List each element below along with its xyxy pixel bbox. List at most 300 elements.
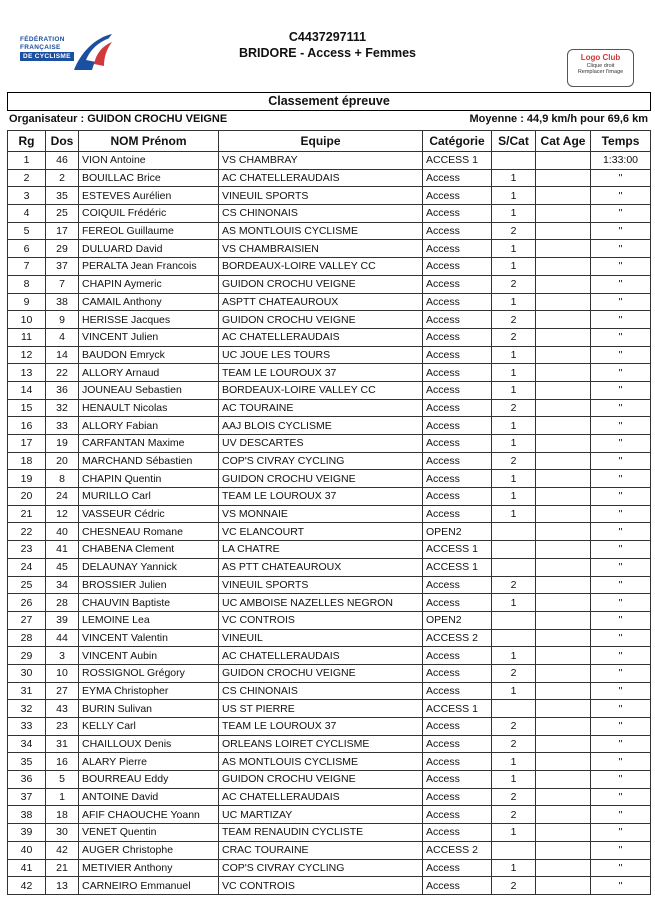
cell-age-category [536, 275, 591, 293]
cell-rank: 14 [8, 381, 46, 399]
cell-rank: 33 [8, 718, 46, 736]
cell-time: " [591, 399, 651, 417]
cell-bib: 37 [46, 258, 79, 276]
cell-rank: 21 [8, 505, 46, 523]
cell-time: " [591, 258, 651, 276]
cell-subcategory: 2 [492, 452, 536, 470]
cell-team: VC CONTROIS [219, 611, 423, 629]
cell-subcategory: 1 [492, 470, 536, 488]
cell-subcategory: 1 [492, 169, 536, 187]
table-row [8, 169, 651, 187]
table-row [8, 664, 651, 682]
cell-rank: 31 [8, 682, 46, 700]
cell-subcategory [492, 629, 536, 647]
cell-age-category [536, 594, 591, 612]
cell-bib: 29 [46, 240, 79, 258]
cell-rank: 16 [8, 417, 46, 435]
cell-rank: 39 [8, 824, 46, 842]
cell-bib: 16 [46, 753, 79, 771]
cell-bib: 33 [46, 417, 79, 435]
cell-name: BOUILLAC Brice [79, 169, 219, 187]
cell-team: VINEUIL [219, 629, 423, 647]
cell-name: CHAILLOUX Denis [79, 735, 219, 753]
table-row [8, 381, 651, 399]
cell-bib: 12 [46, 505, 79, 523]
table-row [8, 523, 651, 541]
cell-bib: 1 [46, 788, 79, 806]
cell-bib: 32 [46, 399, 79, 417]
cell-category: ACCESS 2 [423, 629, 492, 647]
cell-rank: 1 [8, 152, 46, 170]
cell-bib: 21 [46, 859, 79, 877]
cell-category: Access [423, 735, 492, 753]
cell-rank: 32 [8, 700, 46, 718]
cell-name: VINCENT Aubin [79, 647, 219, 665]
col-header-name: NOM Prénom [79, 131, 219, 152]
cell-rank: 15 [8, 399, 46, 417]
cell-time: " [591, 328, 651, 346]
cell-time: " [591, 877, 651, 895]
cell-category: Access [423, 205, 492, 223]
cell-age-category [536, 399, 591, 417]
cell-team: VINEUIL SPORTS [219, 576, 423, 594]
cell-category: Access [423, 169, 492, 187]
cell-time: " [591, 735, 651, 753]
cell-category: Access [423, 222, 492, 240]
cell-category: Access [423, 399, 492, 417]
table-row [8, 611, 651, 629]
cell-name: DELAUNAY Yannick [79, 558, 219, 576]
cell-subcategory: 2 [492, 311, 536, 329]
table-row [8, 558, 651, 576]
cell-subcategory: 2 [492, 328, 536, 346]
cell-bib: 42 [46, 841, 79, 859]
cell-name: ALLORY Fabian [79, 417, 219, 435]
race-code: C4437297111 [288, 30, 367, 44]
cell-name: ROSSIGNOL Grégory [79, 664, 219, 682]
cell-age-category [536, 753, 591, 771]
cell-category: Access [423, 435, 492, 453]
cell-team: AC CHATELLERAUDAIS [219, 169, 423, 187]
cell-category: Access [423, 682, 492, 700]
cell-rank: 23 [8, 541, 46, 559]
cell-name: VASSEUR Cédric [79, 505, 219, 523]
cell-team: GUIDON CROCHU VEIGNE [219, 664, 423, 682]
cell-subcategory: 2 [492, 222, 536, 240]
cell-category: Access [423, 859, 492, 877]
cell-rank: 36 [8, 771, 46, 789]
cell-team: AC CHATELLERAUDAIS [219, 647, 423, 665]
cell-category: Access [423, 364, 492, 382]
club-logo-hint1: Clique droit [586, 63, 615, 69]
cell-name: MURILLO Carl [79, 488, 219, 506]
table-row [8, 700, 651, 718]
table-row [8, 152, 651, 170]
cell-category: Access [423, 381, 492, 399]
cell-bib: 27 [46, 682, 79, 700]
cell-rank: 34 [8, 735, 46, 753]
cell-age-category [536, 523, 591, 541]
cell-rank: 6 [8, 240, 46, 258]
cell-name: VINCENT Valentin [79, 629, 219, 647]
cell-rank: 5 [8, 222, 46, 240]
cell-subcategory: 1 [492, 205, 536, 223]
cell-rank: 30 [8, 664, 46, 682]
cell-category: Access [423, 275, 492, 293]
cell-name: CARNEIRO Emmanuel [79, 877, 219, 895]
cell-category: ACCESS 1 [423, 700, 492, 718]
cell-category: Access [423, 346, 492, 364]
cell-time: " [591, 417, 651, 435]
cell-subcategory: 1 [492, 240, 536, 258]
cell-team: GUIDON CROCHU VEIGNE [219, 275, 423, 293]
table-row [8, 505, 651, 523]
cell-team: CRAC TOURAINE [219, 841, 423, 859]
cell-time: " [591, 576, 651, 594]
cell-team: UC AMBOISE NAZELLES NEGRON [219, 594, 423, 612]
cell-name: CHESNEAU Romane [79, 523, 219, 541]
cell-subcategory: 1 [492, 682, 536, 700]
cell-name: CARFANTAN Maxime [79, 435, 219, 453]
cell-team: AAJ BLOIS CYCLISME [219, 417, 423, 435]
cell-subcategory: 2 [492, 399, 536, 417]
cell-time: " [591, 488, 651, 506]
cell-time: " [591, 629, 651, 647]
cell-time: " [591, 505, 651, 523]
cell-age-category [536, 771, 591, 789]
cell-subcategory: 1 [492, 417, 536, 435]
cell-category: Access [423, 311, 492, 329]
table-row [8, 311, 651, 329]
table-row [8, 328, 651, 346]
cell-time: " [591, 664, 651, 682]
table-row [8, 293, 651, 311]
cell-subcategory: 2 [492, 806, 536, 824]
cell-rank: 25 [8, 576, 46, 594]
average-speed: Moyenne : 44,9 km/h pour 69,6 km [469, 113, 648, 125]
cell-team: TEAM LE LOUROUX 37 [219, 364, 423, 382]
cell-bib: 44 [46, 629, 79, 647]
cell-name: VINCENT Julien [79, 328, 219, 346]
cell-age-category [536, 240, 591, 258]
table-row [8, 346, 651, 364]
cell-subcategory [492, 611, 536, 629]
cell-rank: 17 [8, 435, 46, 453]
cell-subcategory: 1 [492, 258, 536, 276]
cell-name: CHAUVIN Baptiste [79, 594, 219, 612]
cell-age-category [536, 293, 591, 311]
cell-bib: 14 [46, 346, 79, 364]
cell-bib: 43 [46, 700, 79, 718]
cell-subcategory: 1 [492, 346, 536, 364]
table-row [8, 594, 651, 612]
cell-rank: 8 [8, 275, 46, 293]
cell-rank: 24 [8, 558, 46, 576]
cell-rank: 11 [8, 328, 46, 346]
cell-team: LA CHATRE [219, 541, 423, 559]
cell-name: BOURREAU Eddy [79, 771, 219, 789]
federation-logo-line1: FÉDÉRATION [20, 36, 65, 43]
cell-name: FEREOL Guillaume [79, 222, 219, 240]
table-row [8, 806, 651, 824]
cell-time: " [591, 523, 651, 541]
cell-rank: 12 [8, 346, 46, 364]
cell-name: MARCHAND Sébastien [79, 452, 219, 470]
cell-rank: 26 [8, 594, 46, 612]
col-header-category: Catégorie [423, 131, 492, 152]
cell-age-category [536, 346, 591, 364]
table-row [8, 771, 651, 789]
cell-time: " [591, 841, 651, 859]
table-row [8, 841, 651, 859]
cell-rank: 42 [8, 877, 46, 895]
cell-age-category [536, 328, 591, 346]
cell-subcategory: 1 [492, 647, 536, 665]
table-row [8, 240, 651, 258]
cell-bib: 25 [46, 205, 79, 223]
cell-subcategory: 1 [492, 594, 536, 612]
cell-age-category [536, 664, 591, 682]
cell-age-category [536, 488, 591, 506]
cell-time: " [591, 381, 651, 399]
cell-team: VC ELANCOURT [219, 523, 423, 541]
cell-bib: 40 [46, 523, 79, 541]
cell-time: " [591, 594, 651, 612]
cell-rank: 22 [8, 523, 46, 541]
cell-subcategory: 1 [492, 859, 536, 877]
cell-rank: 35 [8, 753, 46, 771]
cell-rank: 20 [8, 488, 46, 506]
cell-name: EYMA Christopher [79, 682, 219, 700]
table-row [8, 824, 651, 842]
cell-subcategory: 2 [492, 576, 536, 594]
cell-time: " [591, 700, 651, 718]
cell-bib: 9 [46, 311, 79, 329]
cell-team: BORDEAUX-LOIRE VALLEY CC [219, 381, 423, 399]
cell-category: OPEN2 [423, 611, 492, 629]
cell-time: " [591, 311, 651, 329]
cell-name: ALARY Pierre [79, 753, 219, 771]
cell-time: " [591, 611, 651, 629]
cell-team: AC CHATELLERAUDAIS [219, 788, 423, 806]
cell-category: OPEN2 [423, 523, 492, 541]
cell-name: COIQUIL Frédéric [79, 205, 219, 223]
cell-time: " [591, 558, 651, 576]
table-row [8, 470, 651, 488]
cell-rank: 37 [8, 788, 46, 806]
section-title: Classement épreuve [7, 92, 651, 111]
cell-category: ACCESS 1 [423, 541, 492, 559]
cell-time: " [591, 771, 651, 789]
cell-time: " [591, 205, 651, 223]
cell-name: DULUARD David [79, 240, 219, 258]
cell-time: 1:33:00 [591, 152, 651, 170]
cell-team: VINEUIL SPORTS [219, 187, 423, 205]
cell-age-category [536, 841, 591, 859]
cell-rank: 40 [8, 841, 46, 859]
col-header-rank: Rg [8, 131, 46, 152]
cell-bib: 30 [46, 824, 79, 842]
cell-bib: 18 [46, 806, 79, 824]
club-logo-title: Logo Club [580, 53, 621, 62]
table-row [8, 488, 651, 506]
cell-bib: 41 [46, 541, 79, 559]
cell-team: AC CHATELLERAUDAIS [219, 328, 423, 346]
cell-age-category [536, 877, 591, 895]
cell-bib: 10 [46, 664, 79, 682]
cell-category: Access [423, 488, 492, 506]
cell-time: " [591, 346, 651, 364]
cell-category: ACCESS 1 [423, 152, 492, 170]
cell-team: AS MONTLOUIS CYCLISME [219, 753, 423, 771]
cell-bib: 5 [46, 771, 79, 789]
cell-age-category [536, 576, 591, 594]
cell-team: AS PTT CHATEAUROUX [219, 558, 423, 576]
cell-name: VION Antoine [79, 152, 219, 170]
cell-category: ACCESS 1 [423, 558, 492, 576]
cell-category: Access [423, 753, 492, 771]
cell-category: Access [423, 594, 492, 612]
race-title: BRIDORE - Access + Femmes [238, 46, 417, 60]
cell-category: Access [423, 576, 492, 594]
cell-subcategory: 1 [492, 435, 536, 453]
cell-time: " [591, 364, 651, 382]
cell-bib: 19 [46, 435, 79, 453]
cell-subcategory [492, 523, 536, 541]
cell-rank: 38 [8, 806, 46, 824]
cell-bib: 4 [46, 328, 79, 346]
cell-name: KELLY Carl [79, 718, 219, 736]
cell-time: " [591, 452, 651, 470]
cell-rank: 4 [8, 205, 46, 223]
cell-category: Access [423, 877, 492, 895]
cell-age-category [536, 558, 591, 576]
cell-age-category [536, 417, 591, 435]
cell-age-category [536, 806, 591, 824]
cell-rank: 29 [8, 647, 46, 665]
cell-bib: 24 [46, 488, 79, 506]
table-row [8, 187, 651, 205]
cell-team: TEAM RENAUDIN CYCLISTE [219, 824, 423, 842]
cell-time: " [591, 806, 651, 824]
table-row [8, 859, 651, 877]
cell-time: " [591, 753, 651, 771]
cell-time: " [591, 647, 651, 665]
cell-team: AS MONTLOUIS CYCLISME [219, 222, 423, 240]
cell-age-category [536, 859, 591, 877]
table-row [8, 435, 651, 453]
cell-team: VS CHAMBRAISIEN [219, 240, 423, 258]
cell-name: BURIN Sulivan [79, 700, 219, 718]
cell-rank: 2 [8, 169, 46, 187]
federation-logo-line2: FRANÇAISE [20, 44, 61, 51]
table-header-row [8, 131, 651, 152]
table-row [8, 753, 651, 771]
cell-rank: 10 [8, 311, 46, 329]
cell-bib: 20 [46, 452, 79, 470]
cell-rank: 27 [8, 611, 46, 629]
cell-category: Access [423, 240, 492, 258]
cell-rank: 9 [8, 293, 46, 311]
cell-subcategory: 1 [492, 293, 536, 311]
cell-name: HENAULT Nicolas [79, 399, 219, 417]
organizer: Organisateur : GUIDON CROCHU VEIGNE [9, 113, 228, 125]
cell-name: BROSSIER Julien [79, 576, 219, 594]
table-row [8, 417, 651, 435]
cell-team: UV DESCARTES [219, 435, 423, 453]
cell-age-category [536, 611, 591, 629]
table-row [8, 222, 651, 240]
cell-time: " [591, 169, 651, 187]
cell-age-category [536, 311, 591, 329]
cell-subcategory: 1 [492, 381, 536, 399]
cell-rank: 3 [8, 187, 46, 205]
col-header-bib: Dos [46, 131, 79, 152]
cell-subcategory: 2 [492, 275, 536, 293]
table-row [8, 877, 651, 895]
cell-team: COP'S CIVRAY CYCLING [219, 859, 423, 877]
cell-time: " [591, 435, 651, 453]
cell-bib: 39 [46, 611, 79, 629]
cell-team: TEAM LE LOUROUX 37 [219, 718, 423, 736]
federation-logo-line3: DE CYCLISME [20, 52, 74, 61]
cell-name: CAMAIL Anthony [79, 293, 219, 311]
cell-age-category [536, 718, 591, 736]
table-row [8, 364, 651, 382]
cell-age-category [536, 381, 591, 399]
cell-subcategory [492, 152, 536, 170]
cell-age-category [536, 541, 591, 559]
table-row [8, 735, 651, 753]
cell-team: BORDEAUX-LOIRE VALLEY CC [219, 258, 423, 276]
cell-category: Access [423, 417, 492, 435]
table-row [8, 718, 651, 736]
cell-name: CHABENA Clement [79, 541, 219, 559]
table-row [8, 682, 651, 700]
cell-age-category [536, 470, 591, 488]
cell-bib: 46 [46, 152, 79, 170]
cell-category: Access [423, 328, 492, 346]
table-row [8, 629, 651, 647]
cell-age-category [536, 788, 591, 806]
cell-subcategory: 2 [492, 718, 536, 736]
cell-bib: 23 [46, 718, 79, 736]
cell-name: PERALTA Jean Francois [79, 258, 219, 276]
cell-subcategory: 1 [492, 505, 536, 523]
cell-rank: 7 [8, 258, 46, 276]
table-row [8, 399, 651, 417]
cell-bib: 45 [46, 558, 79, 576]
club-logo-placeholder [567, 49, 634, 87]
club-logo-hint2: Remplacer l'image [577, 69, 624, 75]
cell-subcategory: 1 [492, 771, 536, 789]
cell-subcategory: 1 [492, 187, 536, 205]
cell-team: US ST PIERRE [219, 700, 423, 718]
cell-team: ASPTT CHATEAUROUX [219, 293, 423, 311]
cell-age-category [536, 682, 591, 700]
cell-age-category [536, 452, 591, 470]
cell-subcategory: 2 [492, 788, 536, 806]
cell-age-category [536, 735, 591, 753]
cell-category: Access [423, 771, 492, 789]
cell-time: " [591, 788, 651, 806]
cell-team: VC CONTROIS [219, 877, 423, 895]
cell-name: ANTOINE David [79, 788, 219, 806]
cell-bib: 36 [46, 381, 79, 399]
cell-rank: 13 [8, 364, 46, 382]
cell-team: CS CHINONAIS [219, 682, 423, 700]
cell-subcategory [492, 700, 536, 718]
